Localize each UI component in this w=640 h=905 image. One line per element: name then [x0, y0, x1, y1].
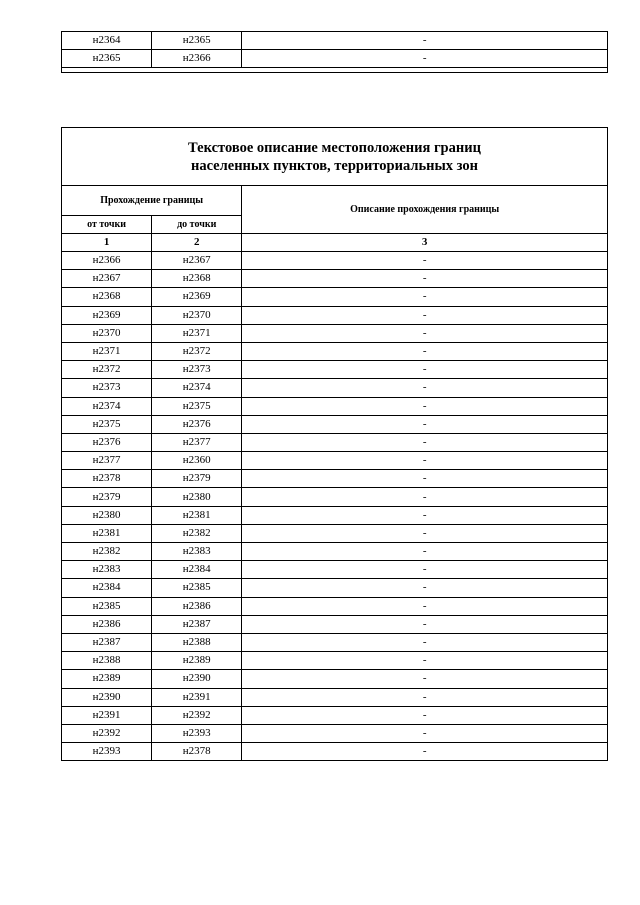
description-cell: -: [242, 342, 608, 360]
table-row: [62, 452, 608, 470]
from-point-cell: н2365: [62, 50, 152, 68]
description-cell: -: [242, 652, 608, 670]
from-point-cell: н2366: [62, 252, 152, 270]
from-point-cell: н2386: [62, 615, 152, 633]
table-row: [62, 433, 608, 451]
table-row: [62, 670, 608, 688]
description-cell: -: [242, 397, 608, 415]
description-cell: -: [242, 288, 608, 306]
table-row: [62, 470, 608, 488]
table-row: [62, 706, 608, 724]
description-cell: -: [242, 361, 608, 379]
from-point-cell: н2379: [62, 488, 152, 506]
from-point-cell: н2389: [62, 670, 152, 688]
to-point-cell: н2376: [152, 415, 242, 433]
table-row: [62, 306, 608, 324]
description-cell: -: [242, 488, 608, 506]
description-cell: -: [242, 706, 608, 724]
from-point-cell: н2382: [62, 543, 152, 561]
table-row: [62, 342, 608, 360]
from-point-cell: н2364: [62, 32, 152, 50]
table-row: [62, 506, 608, 524]
description-cell: -: [242, 579, 608, 597]
description-cell: -: [242, 379, 608, 397]
to-point-cell: н2366: [152, 50, 242, 68]
from-point-cell: н2377: [62, 452, 152, 470]
main-table-body: [62, 252, 608, 761]
from-point-cell: н2375: [62, 415, 152, 433]
to-point-cell: н2392: [152, 706, 242, 724]
to-point-cell: н2377: [152, 433, 242, 451]
description-cell: -: [242, 670, 608, 688]
table-row: [62, 32, 608, 50]
boundary-description-table: [61, 127, 608, 761]
column-number-3: 3: [242, 234, 608, 252]
from-point-cell: н2392: [62, 724, 152, 742]
description-cell: -: [242, 688, 608, 706]
table-row: [62, 270, 608, 288]
description-cell: -: [242, 506, 608, 524]
table-row: [62, 688, 608, 706]
description-cell: -: [242, 270, 608, 288]
to-point-cell: н2388: [152, 633, 242, 651]
description-cell: -: [242, 415, 608, 433]
table-row: [62, 633, 608, 651]
to-point-cell: н2389: [152, 652, 242, 670]
to-point-cell: н2393: [152, 724, 242, 742]
table-row: [62, 379, 608, 397]
from-point-cell: н2381: [62, 524, 152, 542]
table-row: [62, 652, 608, 670]
to-point-cell: н2378: [152, 743, 242, 761]
to-point-cell: н2384: [152, 561, 242, 579]
to-point-cell: н2387: [152, 615, 242, 633]
from-point-cell: н2383: [62, 561, 152, 579]
from-point-cell: н2369: [62, 306, 152, 324]
table-row: [62, 488, 608, 506]
description-cell: -: [242, 433, 608, 451]
from-point-cell: н2373: [62, 379, 152, 397]
table-row: [62, 50, 608, 68]
to-point-cell: н2391: [152, 688, 242, 706]
header-passage: Прохождение границы: [62, 186, 242, 216]
to-point-cell: н2372: [152, 342, 242, 360]
table-row: [62, 361, 608, 379]
to-point-cell: н2373: [152, 361, 242, 379]
from-point-cell: н2384: [62, 579, 152, 597]
table-row: [62, 615, 608, 633]
table-row: [62, 579, 608, 597]
table-row: [62, 724, 608, 742]
to-point-cell: н2390: [152, 670, 242, 688]
to-point-cell: н2370: [152, 306, 242, 324]
description-cell: -: [242, 50, 608, 68]
description-cell: -: [242, 470, 608, 488]
from-point-cell: н2370: [62, 324, 152, 342]
from-point-cell: н2391: [62, 706, 152, 724]
from-point-cell: н2374: [62, 397, 152, 415]
to-point-cell: н2371: [152, 324, 242, 342]
continued-table-body: [62, 32, 608, 68]
to-point-cell: н2382: [152, 524, 242, 542]
from-point-cell: н2372: [62, 361, 152, 379]
table-row: [62, 597, 608, 615]
description-cell: -: [242, 543, 608, 561]
description-cell: -: [242, 743, 608, 761]
from-point-cell: н2371: [62, 342, 152, 360]
to-point-cell: н2374: [152, 379, 242, 397]
to-point-cell: н2368: [152, 270, 242, 288]
column-number-1: 1: [62, 234, 152, 252]
table-title: [62, 128, 608, 186]
description-cell: -: [242, 252, 608, 270]
description-cell: -: [242, 724, 608, 742]
title-line-1: Текстовое описание местоположения границ: [188, 139, 481, 156]
to-point-cell: н2367: [152, 252, 242, 270]
to-point-cell: н2381: [152, 506, 242, 524]
header-to-point: до точки: [152, 216, 242, 234]
header-description: Описание прохождения границы: [242, 186, 608, 234]
from-point-cell: н2390: [62, 688, 152, 706]
from-point-cell: н2388: [62, 652, 152, 670]
from-point-cell: н2368: [62, 288, 152, 306]
from-point-cell: н2378: [62, 470, 152, 488]
column-number-2: 2: [152, 234, 242, 252]
table-row: [62, 524, 608, 542]
to-point-cell: н2369: [152, 288, 242, 306]
description-cell: -: [242, 561, 608, 579]
to-point-cell: н2360: [152, 452, 242, 470]
table-row: [62, 415, 608, 433]
description-cell: -: [242, 306, 608, 324]
to-point-cell: н2379: [152, 470, 242, 488]
from-point-cell: н2376: [62, 433, 152, 451]
title-line-2: населенных пунктов, территориальных зон: [190, 157, 479, 174]
table-row: [62, 288, 608, 306]
table-row: [62, 252, 608, 270]
description-cell: -: [242, 597, 608, 615]
header-from-point: от точки: [62, 216, 152, 234]
to-point-cell: н2385: [152, 579, 242, 597]
continued-boundary-table: [61, 31, 608, 68]
from-point-cell: н2393: [62, 743, 152, 761]
to-point-cell: н2365: [152, 32, 242, 50]
table-row: [62, 561, 608, 579]
table-row: [62, 324, 608, 342]
description-cell: -: [242, 324, 608, 342]
from-point-cell: н2385: [62, 597, 152, 615]
to-point-cell: н2386: [152, 597, 242, 615]
table-row: [62, 543, 608, 561]
description-cell: -: [242, 452, 608, 470]
description-cell: -: [242, 32, 608, 50]
to-point-cell: н2375: [152, 397, 242, 415]
description-cell: -: [242, 524, 608, 542]
table-row: [62, 397, 608, 415]
from-point-cell: н2387: [62, 633, 152, 651]
from-point-cell: н2380: [62, 506, 152, 524]
table-end-rule: [61, 67, 608, 73]
description-cell: -: [242, 633, 608, 651]
description-cell: -: [242, 615, 608, 633]
from-point-cell: н2367: [62, 270, 152, 288]
to-point-cell: н2380: [152, 488, 242, 506]
table-row: [62, 743, 608, 761]
to-point-cell: н2383: [152, 543, 242, 561]
